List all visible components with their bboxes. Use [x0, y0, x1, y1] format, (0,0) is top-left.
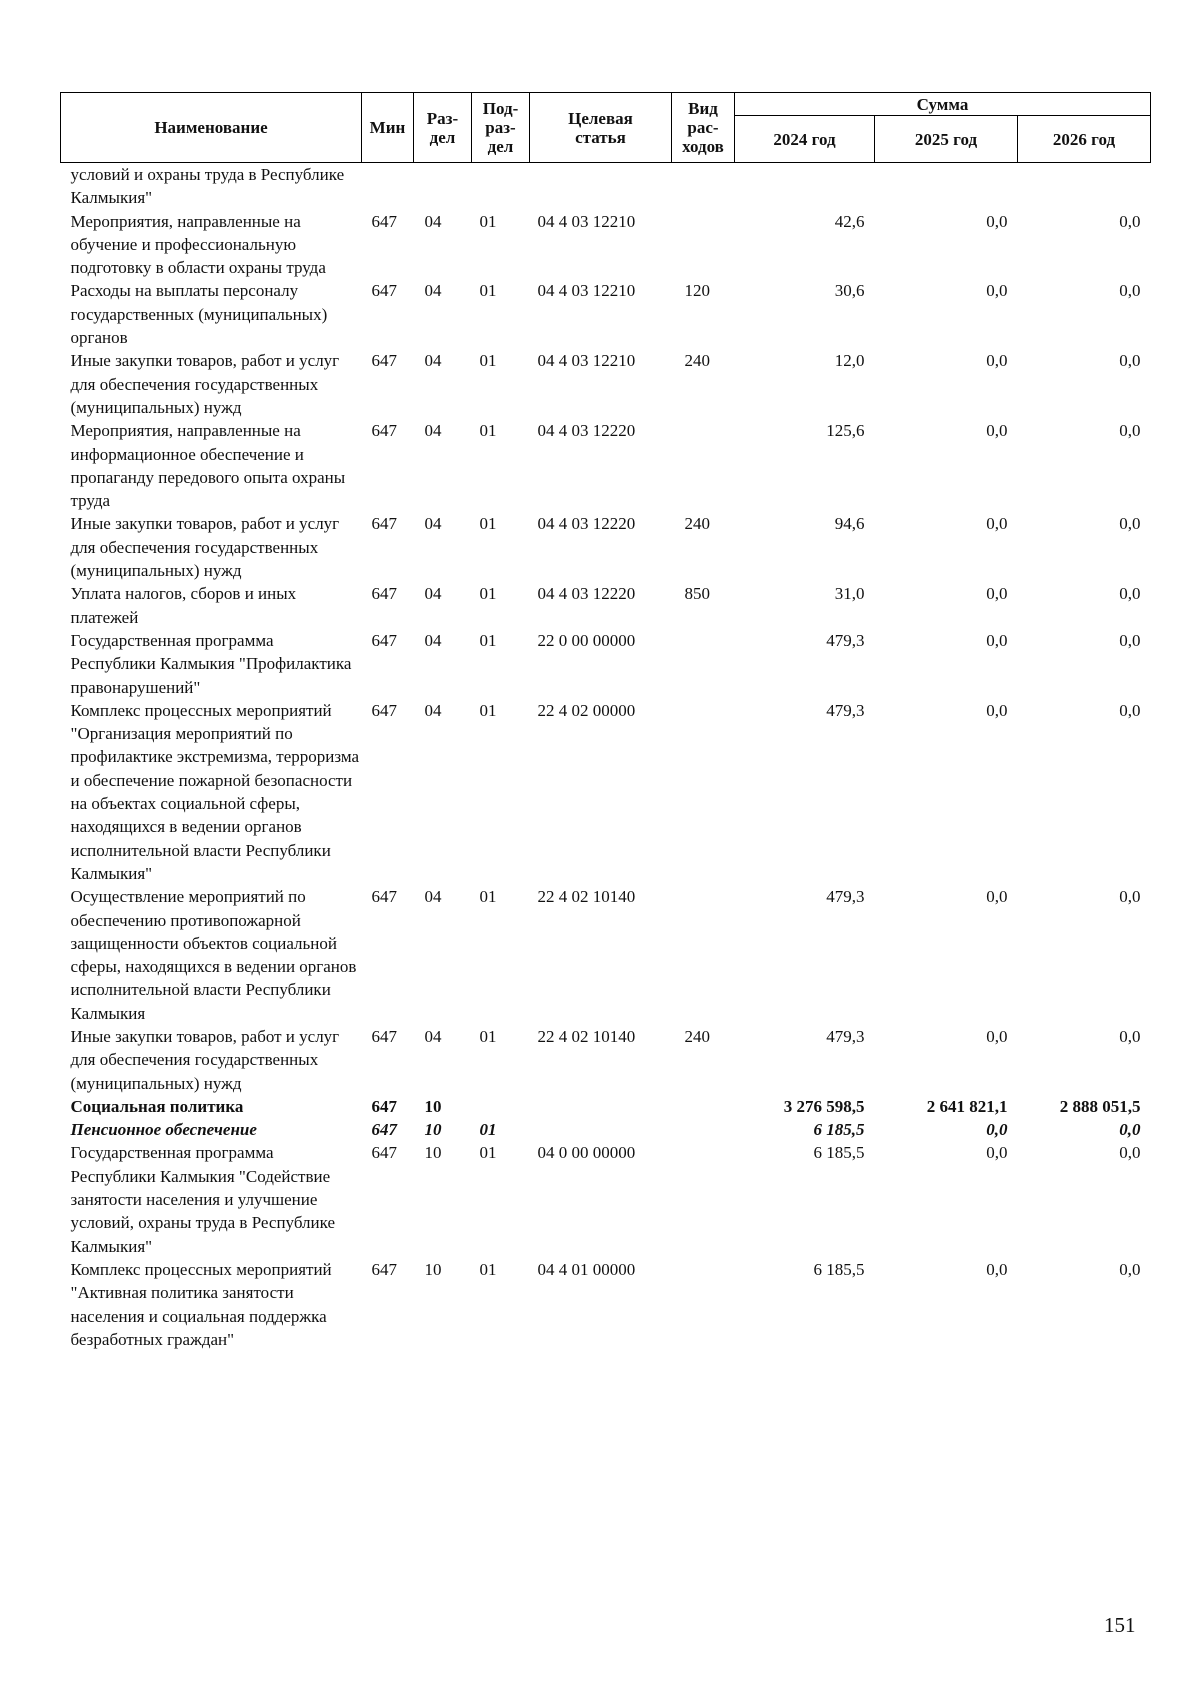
header-min: Мин — [362, 93, 414, 163]
row-target-article — [530, 1118, 672, 1141]
row-sum-2025: 2 641 821,1 — [926, 1096, 1008, 1116]
row-expense-type — [672, 629, 735, 699]
table-row — [61, 210, 1151, 280]
row-target-article: 04 4 03 12220 — [537, 421, 636, 441]
row-podrazdel: 01 — [479, 421, 497, 441]
row-podrazdel: 01 — [479, 887, 497, 907]
row-min: 647 — [371, 1143, 397, 1163]
table-row — [61, 885, 1151, 1025]
row-sum-2025 — [875, 163, 1018, 210]
row-podrazdel: 01 — [479, 584, 497, 604]
row-target-article: 04 4 03 12210 — [537, 351, 636, 371]
row-sum-2024: 479,3 — [826, 1026, 865, 1046]
table-body — [61, 163, 1151, 1352]
row-podrazdel: 01 — [479, 1120, 497, 1140]
row-sum-2025: 0,0 — [986, 351, 1008, 371]
row-sum-2026: 0,0 — [1119, 514, 1141, 534]
row-min: 647 — [371, 584, 397, 604]
row-min: 647 — [371, 281, 397, 301]
table-row — [61, 699, 1151, 885]
row-target-article — [530, 163, 672, 210]
row-expense-type — [672, 1095, 735, 1118]
row-min: 647 — [371, 1026, 397, 1046]
row-podrazdel — [472, 1095, 530, 1118]
row-razdel: 04 — [424, 211, 442, 231]
row-target-article: 04 4 03 12210 — [537, 211, 636, 231]
row-sum-2026: 0,0 — [1119, 700, 1141, 720]
row-sum-2025: 0,0 — [986, 700, 1008, 720]
row-expense-type — [672, 419, 735, 512]
row-razdel: 10 — [424, 1120, 442, 1140]
row-sum-2025: 0,0 — [986, 1026, 1008, 1046]
row-name: Уплата налогов, сборов и иных платежей — [70, 584, 297, 627]
row-sum-2026: 0,0 — [1119, 281, 1141, 301]
row-sum-2024: 6 185,5 — [813, 1143, 865, 1163]
row-expense-type — [672, 1141, 735, 1257]
row-sum-2026: 0,0 — [1119, 1026, 1141, 1046]
row-podrazdel: 01 — [479, 1259, 497, 1279]
row-name: Государственная программа Республики Калмыкия "Содействие занятости населения и улучшение условий, охраны труда в Республике Калмыкия" — [70, 1143, 336, 1256]
row-sum-2026: 2 888 051,5 — [1059, 1096, 1141, 1116]
row-expense-type — [672, 885, 735, 1025]
row-name: Расходы на выплаты персоналу государственных (муниципальных) органов — [70, 281, 328, 348]
header-razdel: Раз- дел — [414, 93, 472, 163]
row-name: Иные закупки товаров, работ и услуг для обеспечения государственных (муниципальных) нужд — [70, 514, 340, 581]
row-sum-2025: 0,0 — [986, 514, 1008, 534]
row-razdel — [414, 163, 472, 210]
row-sum-2024: 6 185,5 — [813, 1259, 865, 1279]
table-row — [61, 419, 1151, 512]
row-podrazdel: 01 — [479, 700, 497, 720]
row-podrazdel: 01 — [479, 351, 497, 371]
row-expense-type — [672, 699, 735, 885]
row-expense-type: 240 — [684, 351, 710, 371]
row-sum-2025: 0,0 — [986, 1120, 1008, 1140]
row-sum-2026: 0,0 — [1119, 630, 1141, 650]
row-expense-type — [672, 210, 735, 280]
row-sum-2024: 479,3 — [826, 887, 865, 907]
row-sum-2024: 12,0 — [834, 351, 865, 371]
row-sum-2024: 125,6 — [826, 421, 865, 441]
row-podrazdel: 01 — [479, 1143, 497, 1163]
row-podrazdel: 01 — [479, 281, 497, 301]
row-podrazdel: 01 — [479, 514, 497, 534]
row-name: Мероприятия, направленные на информационное обеспечение и пропаганду передового опыта охраны труда — [70, 421, 346, 511]
header-sum: Сумма — [735, 93, 1151, 116]
row-min: 647 — [371, 887, 397, 907]
row-sum-2025: 0,0 — [986, 630, 1008, 650]
row-target-article: 04 4 03 12220 — [537, 514, 636, 534]
row-name: Пенсионное обеспечение — [70, 1120, 257, 1140]
row-name: Иные закупки товаров, работ и услуг для обеспечения государственных (муниципальных) нужд — [70, 1026, 340, 1093]
row-expense-type: 240 — [684, 1026, 710, 1046]
table-row — [61, 1141, 1151, 1257]
header-year-2026: 2026 год — [1018, 116, 1151, 163]
table-row — [61, 512, 1151, 582]
row-sum-2026: 0,0 — [1119, 1120, 1141, 1140]
row-min: 647 — [371, 1096, 397, 1116]
row-sum-2025: 0,0 — [986, 281, 1008, 301]
header-name: Наименование — [61, 93, 362, 163]
row-target-article — [530, 1095, 672, 1118]
row-sum-2026: 0,0 — [1119, 887, 1141, 907]
table-row — [61, 349, 1151, 419]
row-razdel: 04 — [424, 700, 442, 720]
row-razdel: 04 — [424, 887, 442, 907]
table-row — [61, 163, 1151, 210]
row-expense-type — [672, 1258, 735, 1351]
header-year-2025: 2025 год — [875, 116, 1018, 163]
row-min: 647 — [371, 421, 397, 441]
row-razdel: 04 — [424, 351, 442, 371]
page-number: 151 — [1104, 1613, 1136, 1637]
row-target-article: 04 0 00 00000 — [537, 1143, 636, 1163]
table-row — [61, 629, 1151, 699]
row-target-article: 22 0 00 00000 — [537, 630, 636, 650]
row-sum-2024 — [735, 163, 875, 210]
table-row — [61, 1118, 1151, 1141]
row-sum-2024: 479,3 — [826, 700, 865, 720]
row-sum-2024: 479,3 — [826, 630, 865, 650]
row-name: Мероприятия, направленные на обучение и профессиональную подготовку в области охраны труда — [70, 211, 326, 278]
budget-table — [60, 92, 1151, 1351]
row-sum-2026 — [1018, 163, 1151, 210]
header-target-article: Целевая статья — [530, 93, 672, 163]
row-razdel: 10 — [424, 1143, 442, 1163]
row-sum-2024: 30,6 — [834, 281, 865, 301]
row-sum-2025: 0,0 — [986, 887, 1008, 907]
row-sum-2025: 0,0 — [986, 421, 1008, 441]
table-row — [61, 582, 1151, 629]
row-min: 647 — [371, 211, 397, 231]
row-podrazdel — [472, 163, 530, 210]
row-min: 647 — [371, 1120, 397, 1140]
row-min: 647 — [371, 351, 397, 371]
row-sum-2026: 0,0 — [1119, 584, 1141, 604]
row-expense-type: 120 — [684, 281, 710, 301]
row-razdel: 04 — [424, 281, 442, 301]
row-name: Государственная программа Республики Калмыкия "Профилактика правонарушений" — [70, 630, 352, 697]
table-header — [61, 93, 1151, 163]
row-name: условий и охраны труда в Республике Калмыкия" — [70, 165, 345, 208]
table-row — [61, 279, 1151, 349]
row-sum-2025: 0,0 — [986, 584, 1008, 604]
row-target-article: 04 4 03 12220 — [537, 584, 636, 604]
row-sum-2025: 0,0 — [986, 1143, 1008, 1163]
row-razdel: 04 — [424, 584, 442, 604]
table-row — [61, 1025, 1151, 1095]
row-sum-2026: 0,0 — [1119, 1143, 1141, 1163]
row-target-article: 22 4 02 00000 — [537, 700, 636, 720]
table-row — [61, 1258, 1151, 1351]
header-podrazdel: Под- раз- дел — [472, 93, 530, 163]
row-sum-2026: 0,0 — [1119, 211, 1141, 231]
row-razdel: 04 — [424, 630, 442, 650]
row-sum-2024: 42,6 — [834, 211, 865, 231]
row-expense-type: 850 — [684, 584, 710, 604]
row-target-article: 22 4 02 10140 — [537, 887, 636, 907]
row-sum-2026: 0,0 — [1119, 1259, 1141, 1279]
header-expense-type: Вид рас- ходов — [672, 93, 735, 163]
row-expense-type: 240 — [684, 514, 710, 534]
row-sum-2025: 0,0 — [986, 1259, 1008, 1279]
row-min: 647 — [371, 1259, 397, 1279]
header-year-2024: 2024 год — [735, 116, 875, 163]
row-podrazdel: 01 — [479, 630, 497, 650]
row-sum-2026: 0,0 — [1119, 421, 1141, 441]
row-name: Осуществление мероприятий по обеспечению противопожарной защищенности объектов социальной сферы, находящихся в ведении органов исполнительной власти Республики Калмыкия — [70, 887, 357, 1023]
row-razdel: 10 — [424, 1096, 442, 1116]
row-expense-type — [672, 163, 735, 210]
row-min: 647 — [371, 700, 397, 720]
row-sum-2024: 31,0 — [834, 584, 865, 604]
row-name: Комплекс процессных мероприятий "Активная политика занятости населения и социальная поддержка безработных граждан" — [70, 1259, 332, 1349]
row-target-article: 04 4 01 00000 — [537, 1259, 636, 1279]
row-sum-2024: 3 276 598,5 — [783, 1096, 865, 1116]
row-min — [362, 163, 414, 210]
row-sum-2024: 6 185,5 — [813, 1120, 865, 1140]
row-min: 647 — [371, 514, 397, 534]
row-razdel: 04 — [424, 514, 442, 534]
row-razdel: 10 — [424, 1259, 442, 1279]
row-sum-2024: 94,6 — [834, 514, 865, 534]
row-podrazdel: 01 — [479, 1026, 497, 1046]
row-min: 647 — [371, 630, 397, 650]
row-razdel: 04 — [424, 1026, 442, 1046]
row-target-article: 22 4 02 10140 — [537, 1026, 636, 1046]
table-row — [61, 1095, 1151, 1118]
row-target-article: 04 4 03 12210 — [537, 281, 636, 301]
row-expense-type — [672, 1118, 735, 1141]
row-name: Комплекс процессных мероприятий "Организация мероприятий по профилактике экстремизма, терроризма и обеспечение пожарной безопасности на объектах социальной сферы, находящихся в ведении органов исполнительной власти Республики Калмыкия" — [70, 700, 360, 883]
row-razdel: 04 — [424, 421, 442, 441]
row-name: Социальная политика — [70, 1096, 244, 1116]
row-sum-2026: 0,0 — [1119, 351, 1141, 371]
row-podrazdel: 01 — [479, 211, 497, 231]
budget-table-container — [60, 92, 1150, 1351]
row-sum-2025: 0,0 — [986, 211, 1008, 231]
row-name: Иные закупки товаров, работ и услуг для обеспечения государственных (муниципальных) нужд — [70, 351, 340, 417]
